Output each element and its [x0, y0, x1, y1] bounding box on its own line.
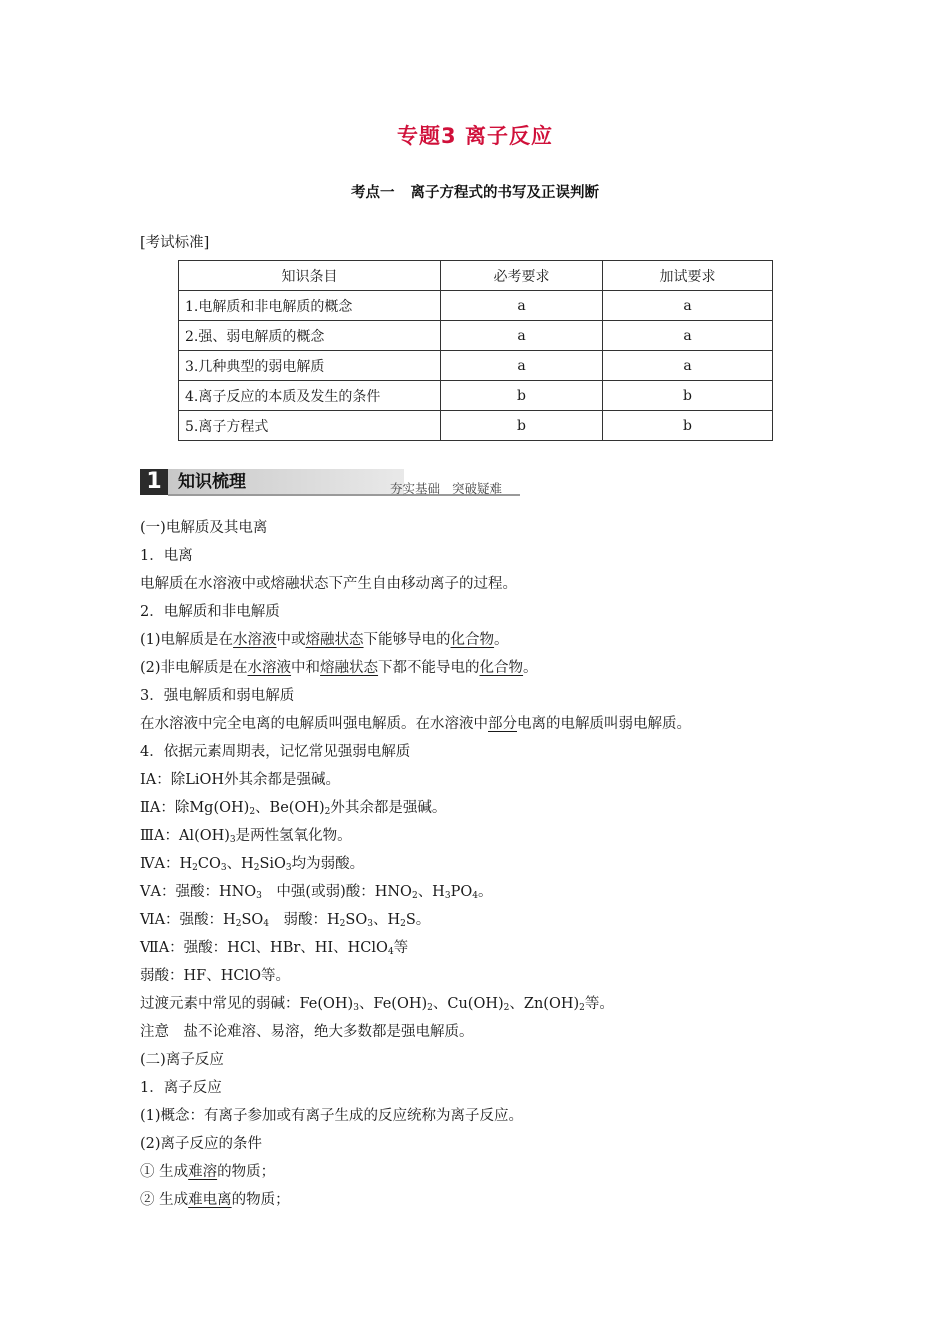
table-cell: a — [603, 351, 773, 381]
text: PO — [450, 884, 473, 900]
table-cell: b — [603, 411, 773, 441]
table-header-row — [179, 261, 773, 291]
heading-electrolyte-ionization: (一)电解质及其电离 — [140, 520, 268, 536]
ionic-reaction-concept: (1)概念：有离子参加或有离子生成的反应统称为离子反应。 — [140, 1108, 524, 1124]
text: S。 — [405, 912, 431, 928]
heading-ionic-reaction-1: 1．离子反应 — [140, 1080, 222, 1096]
ionization-definition: 电解质在水溶液中或熔融状态下产生自由移动离子的过程。 — [140, 576, 517, 592]
table-cell: a — [441, 351, 603, 381]
group-1a-line: ⅠA：除LiOH外其余都是强碱。 — [140, 772, 340, 788]
subscript: 4 — [472, 891, 478, 901]
text: (2)非电解质是在 — [140, 660, 248, 676]
subscript: 4 — [263, 919, 269, 929]
subscript: 2 — [339, 919, 346, 929]
subscript: 2 — [192, 863, 198, 873]
table-cell: 5.离子方程式 — [179, 411, 441, 441]
text: 、H — [417, 884, 445, 900]
banner-title: 知识梳理 — [178, 472, 246, 492]
text: 下都不能导电的 — [378, 660, 480, 676]
condition-1 — [140, 1162, 275, 1182]
table-cell: a — [603, 321, 773, 351]
subscript: 3 — [229, 835, 236, 845]
subscript: 2 — [503, 1003, 510, 1013]
underlined-term: 化合物 — [450, 632, 495, 648]
text: 在水溶液中完全电离的电解质叫强电解质。在水溶液中 — [140, 716, 488, 732]
text: ① 生成 — [140, 1164, 189, 1180]
banner-slogan-2: 突破疑难 — [452, 481, 503, 496]
text: 。 — [477, 884, 493, 900]
electrolyte-definition — [140, 630, 509, 650]
table-header: 必考要求 — [441, 261, 603, 291]
subscript: 2 — [253, 863, 260, 873]
subtitle-part2: 离子方程式的书写及正误判断 — [410, 185, 599, 201]
text: 中和 — [291, 660, 321, 676]
subscript: 4 — [387, 947, 394, 957]
group-5a-line — [140, 882, 492, 906]
text: ⅡA：除Mg(OH) — [140, 800, 250, 816]
table-cell: 2.强、弱电解质的概念 — [179, 321, 441, 351]
heading-strong-weak: 3．强电解质和弱电解质 — [140, 688, 295, 704]
underlined-term: 部分 — [488, 716, 517, 732]
banner-slogan — [390, 479, 502, 497]
table-row — [179, 351, 773, 381]
text: 中强(或弱)酸：HNO — [261, 884, 412, 900]
subscript: 3 — [444, 891, 451, 901]
text: ⅦA：强酸：HCl、HBr、HI、HClO — [140, 940, 388, 956]
text: 。 — [523, 660, 538, 676]
group-6a-line — [140, 910, 430, 934]
text: 中或 — [276, 632, 306, 648]
group-7a-line — [140, 938, 408, 962]
text: 等。 — [584, 996, 614, 1012]
text: 。 — [494, 632, 509, 648]
subtitle-part1: 考点一 — [351, 185, 395, 201]
text: 等 — [393, 940, 409, 956]
weak-acid-line: 弱酸：HF、HClO等。 — [140, 968, 290, 984]
group-2a-line — [140, 798, 446, 822]
text: 均为弱酸。 — [291, 856, 365, 872]
group-4a-line — [140, 854, 364, 878]
requirements-table — [178, 260, 773, 441]
heading-ionization: 1．电离 — [140, 548, 193, 564]
group-3a-line — [140, 826, 352, 850]
text: 、Fe(OH) — [358, 996, 428, 1012]
table-header: 知识条目 — [179, 261, 441, 291]
text: ⅢA：Al(OH) — [140, 828, 230, 844]
table-cell: a — [603, 291, 773, 321]
strong-weak-definition — [140, 714, 691, 734]
underlined-term: 难电离 — [188, 1192, 232, 1208]
underlined-term: 熔融状态 — [305, 632, 364, 648]
note-line: 注意 盐不论难溶、易溶，绝大多数都是强电解质。 — [140, 1024, 474, 1040]
text: 弱酸：H — [269, 912, 340, 928]
text: ⅤA：强酸：HNO — [140, 884, 257, 900]
table-cell: b — [441, 411, 603, 441]
text: 下能够导电的 — [363, 632, 451, 648]
table-cell: a — [441, 321, 603, 351]
exam-standard-label: [考试标准] — [140, 235, 210, 251]
underlined-term: 水溶液 — [247, 660, 292, 676]
text: CO — [197, 856, 221, 872]
subscript: 2 — [324, 807, 331, 817]
text: (1)电解质是在 — [140, 632, 234, 648]
subscript: 2 — [427, 1003, 433, 1013]
heading-electrolyte-nonelectrolyte: 2．电解质和非电解质 — [140, 604, 280, 620]
text: ② 生成 — [140, 1192, 189, 1208]
subscript: 2 — [579, 1003, 585, 1013]
subscript: 2 — [249, 807, 256, 817]
text: 的物质； — [217, 1164, 276, 1180]
subscript: 3 — [353, 1003, 359, 1013]
table-cell: b — [441, 381, 603, 411]
text: SO — [241, 912, 264, 928]
text: ⅥA：强酸：H — [140, 912, 236, 928]
subscript: 2 — [400, 919, 406, 929]
text: 是两性氢氧化物。 — [235, 828, 352, 844]
banner-number: 1 — [140, 469, 168, 495]
transition-weak-base-line — [140, 994, 614, 1018]
table-row — [179, 321, 773, 351]
text: SO — [345, 912, 368, 928]
table-row — [179, 411, 773, 441]
text: 电离的电解质叫弱电解质。 — [517, 716, 691, 732]
heading-periodic-table: 4．依据元素周期表，记忆常见强弱电解质 — [140, 744, 411, 760]
subscript: 3 — [256, 891, 262, 901]
underlined-term: 水溶液 — [233, 632, 277, 648]
table-cell: 1.电解质和非电解质的概念 — [179, 291, 441, 321]
subscript: 3 — [367, 919, 373, 929]
text: 、H — [372, 912, 401, 928]
underlined-term: 难溶 — [188, 1164, 218, 1180]
text: 、Cu(OH) — [432, 996, 504, 1012]
table-row — [179, 381, 773, 411]
page-title: 专题3 离子反应 — [397, 124, 553, 148]
table-cell: 4.离子反应的本质及发生的条件 — [179, 381, 441, 411]
table-cell: b — [603, 381, 773, 411]
banner-slogan-1: 夯实基础 — [390, 481, 441, 496]
section-subtitle — [0, 181, 950, 202]
text: ⅣA：H — [140, 856, 193, 872]
condition-2 — [140, 1190, 290, 1210]
subscript: 2 — [235, 919, 242, 929]
text: 外其余都是强碱。 — [330, 800, 447, 816]
underlined-term: 熔融状态 — [320, 660, 379, 676]
text: 过渡元素中常见的弱碱：Fe(OH) — [140, 996, 354, 1012]
subscript: 3 — [220, 863, 227, 873]
text: 、Zn(OH) — [509, 996, 580, 1012]
table-row — [179, 291, 773, 321]
text: 的物质； — [231, 1192, 290, 1208]
text: SiO — [259, 856, 286, 872]
text: 、Be(OH) — [255, 800, 325, 816]
text: 、H — [226, 856, 254, 872]
section-banner — [140, 469, 520, 499]
table-cell: a — [441, 291, 603, 321]
table-header: 加试要求 — [603, 261, 773, 291]
table-cell: 3.几种典型的弱电解质 — [179, 351, 441, 381]
nonelectrolyte-definition — [140, 658, 538, 678]
heading-ionic-reaction: (二)离子反应 — [140, 1052, 224, 1068]
underlined-term: 化合物 — [479, 660, 524, 676]
ionic-reaction-conditions: (2)离子反应的条件 — [140, 1136, 263, 1152]
subscript: 2 — [411, 891, 418, 901]
subscript: 3 — [285, 863, 292, 873]
